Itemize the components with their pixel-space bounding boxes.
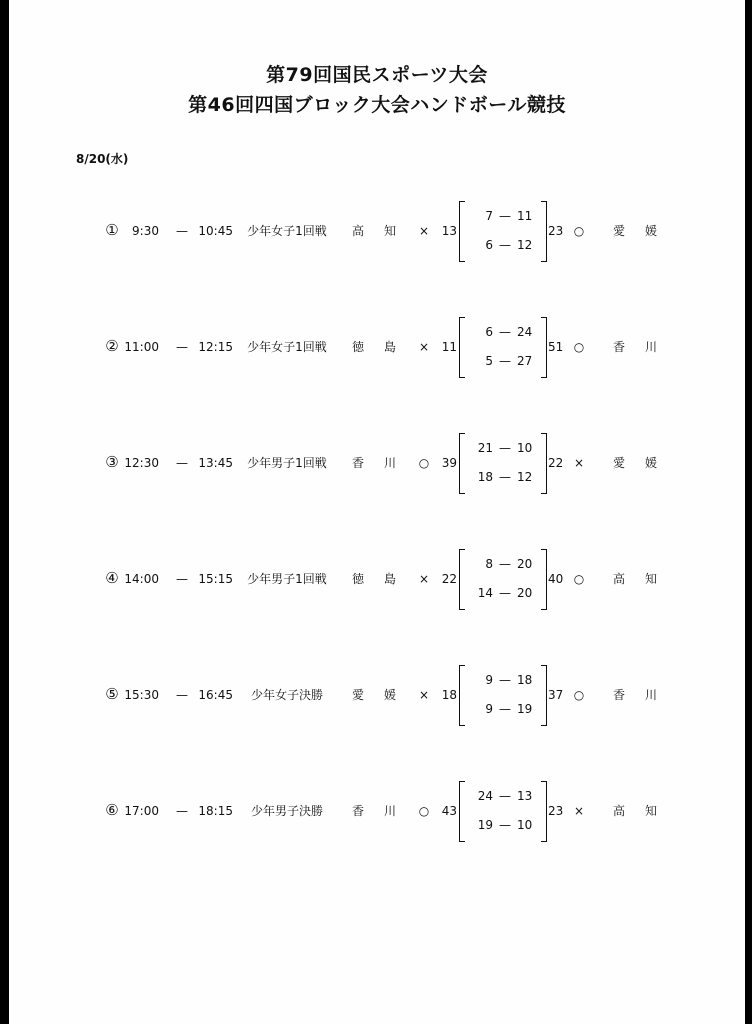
team-b [613,223,657,239]
team-a [352,687,396,703]
right-bracket [541,433,547,494]
team-a-total-score: 43 [441,804,457,818]
score-separator: — [499,702,511,716]
team-a-total-score: 39 [441,456,457,470]
team-b [613,571,657,587]
end-time: 12:15 [198,340,233,354]
score-separator: — [499,789,511,803]
time-separator: — [176,688,188,702]
document-subtitle: 第46回四国ブロック大会ハンドボール競技 [188,94,566,116]
first-half-team-b: 10 [517,441,533,455]
score-separator: — [499,818,511,832]
team-b-result-mark: ○ [573,224,585,238]
team-a-char: 島 [383,572,396,586]
second-half-team-b: 10 [517,818,533,832]
first-half-team-b: 11 [517,209,533,223]
left-bracket [459,201,465,262]
second-half-team-b: 12 [517,238,533,252]
match-number: ⑤ [105,685,119,703]
first-half-team-a: 21 [477,441,493,455]
match-number: ① [105,221,119,239]
team-b-total-score: 51 [548,340,564,354]
team-b [613,687,657,703]
match-category: 少年男子決勝 [250,804,323,818]
second-half-team-b: 19 [517,702,533,716]
left-bracket [459,665,465,726]
match-row [9,549,745,609]
team-a-total-score: 18 [441,688,457,702]
team-b-char: 香 [613,340,626,354]
start-time: 15:30 [124,688,159,702]
team-a-char: 川 [383,804,396,818]
match-category: 少年女子1回戦 [247,224,327,238]
second-half-team-a: 5 [485,354,493,368]
team-a-char: 愛 [352,688,365,702]
team-b-char: 高 [613,572,626,586]
match-number: ④ [105,569,119,587]
time-separator: — [176,340,188,354]
team-b-total-score: 40 [548,572,564,586]
team-a-char: 川 [383,456,396,470]
right-bracket [541,665,547,726]
second-half-team-a: 6 [485,238,493,252]
match-number: ⑥ [105,801,119,819]
left-bracket [459,549,465,610]
match-category: 少年女子決勝 [250,688,323,702]
match-category: 少年男子1回戦 [247,572,327,586]
right-bracket [541,201,547,262]
team-b-total-score: 37 [548,688,564,702]
second-half-team-a: 18 [477,470,493,484]
score-separator: — [499,209,511,223]
team-b-total-score: 22 [548,456,564,470]
team-a-char: 香 [352,456,365,470]
team-a-result-mark: ○ [418,456,430,470]
team-a-result-mark: × [418,224,430,238]
match-row [9,433,745,493]
team-b-char: 媛 [644,224,657,238]
end-time: 13:45 [198,456,233,470]
score-separator: — [499,586,511,600]
team-b-result-mark: ○ [573,340,585,354]
first-half-team-a: 24 [477,789,493,803]
team-b-result-mark: × [573,804,585,818]
match-number: ② [105,337,119,355]
team-a [352,803,396,819]
match-row [9,201,745,261]
time-separator: — [176,456,188,470]
first-half-team-a: 9 [485,673,493,687]
score-separator: — [499,325,511,339]
score-separator: — [499,557,511,571]
team-a-char: 徳 [352,572,365,586]
end-time: 18:15 [198,804,233,818]
team-a-char: 媛 [383,688,396,702]
team-a-result-mark: × [418,340,430,354]
second-half-team-a: 19 [477,818,493,832]
match-row [9,317,745,377]
team-b-char: 媛 [644,456,657,470]
team-b [613,803,657,819]
team-b [613,455,657,471]
team-a-result-mark: × [418,572,430,586]
score-separator: — [499,673,511,687]
score-separator: — [499,441,511,455]
second-half-team-b: 12 [517,470,533,484]
second-half-team-a: 14 [477,586,493,600]
match-category: 少年女子1回戦 [247,340,327,354]
match-row [9,665,745,725]
left-bracket [459,317,465,378]
first-half-team-a: 8 [485,557,493,571]
start-time: 11:00 [124,340,159,354]
first-half-team-b: 13 [517,789,533,803]
second-half-team-b: 20 [517,586,533,600]
team-a [352,455,396,471]
end-time: 10:45 [198,224,233,238]
match-category: 少年男子1回戦 [247,456,327,470]
team-a-result-mark: × [418,688,430,702]
team-b-char: 香 [613,688,626,702]
team-a-total-score: 22 [441,572,457,586]
start-time: 12:30 [124,456,159,470]
team-a-char: 徳 [352,340,365,354]
team-b [613,339,657,355]
first-half-team-b: 20 [517,557,533,571]
score-separator: — [499,354,511,368]
time-separator: — [176,224,188,238]
end-time: 15:15 [198,572,233,586]
team-b-result-mark: × [573,456,585,470]
time-separator: — [176,804,188,818]
team-b-char: 知 [644,572,657,586]
start-time: 14:00 [124,572,159,586]
team-b-char: 川 [644,688,657,702]
score-separator: — [499,470,511,484]
left-bracket [459,433,465,494]
time-separator: — [176,572,188,586]
second-half-team-b: 27 [517,354,533,368]
second-half-team-a: 9 [485,702,493,716]
match-number: ③ [105,453,119,471]
first-half-team-a: 7 [485,209,493,223]
team-a-total-score: 13 [441,224,457,238]
first-half-team-a: 6 [485,325,493,339]
team-a-char: 高 [352,224,365,238]
right-bracket [541,317,547,378]
team-b-char: 高 [613,804,626,818]
match-row [9,781,745,841]
team-a-result-mark: ○ [418,804,430,818]
team-b-total-score: 23 [548,804,564,818]
team-a-char: 知 [383,224,396,238]
score-separator: — [499,238,511,252]
document-page [9,0,745,1024]
team-a-char: 香 [352,804,365,818]
right-bracket [541,781,547,842]
team-b-result-mark: ○ [573,688,585,702]
team-b-total-score: 23 [548,224,564,238]
end-time: 16:45 [198,688,233,702]
team-a [352,339,396,355]
team-b-char: 愛 [613,224,626,238]
left-bracket [459,781,465,842]
first-half-team-b: 18 [517,673,533,687]
start-time: 9:30 [132,224,159,238]
team-b-result-mark: ○ [573,572,585,586]
start-time: 17:00 [124,804,159,818]
document-title: 第79回国民スポーツ大会 [266,64,488,86]
team-b-char: 知 [644,804,657,818]
match-date: 8/20(水) [76,152,129,166]
team-a-total-score: 11 [441,340,457,354]
right-bracket [541,549,547,610]
first-half-team-b: 24 [517,325,533,339]
team-a-char: 島 [383,340,396,354]
team-a [352,571,396,587]
team-b-char: 川 [644,340,657,354]
team-b-char: 愛 [613,456,626,470]
team-a [352,223,396,239]
